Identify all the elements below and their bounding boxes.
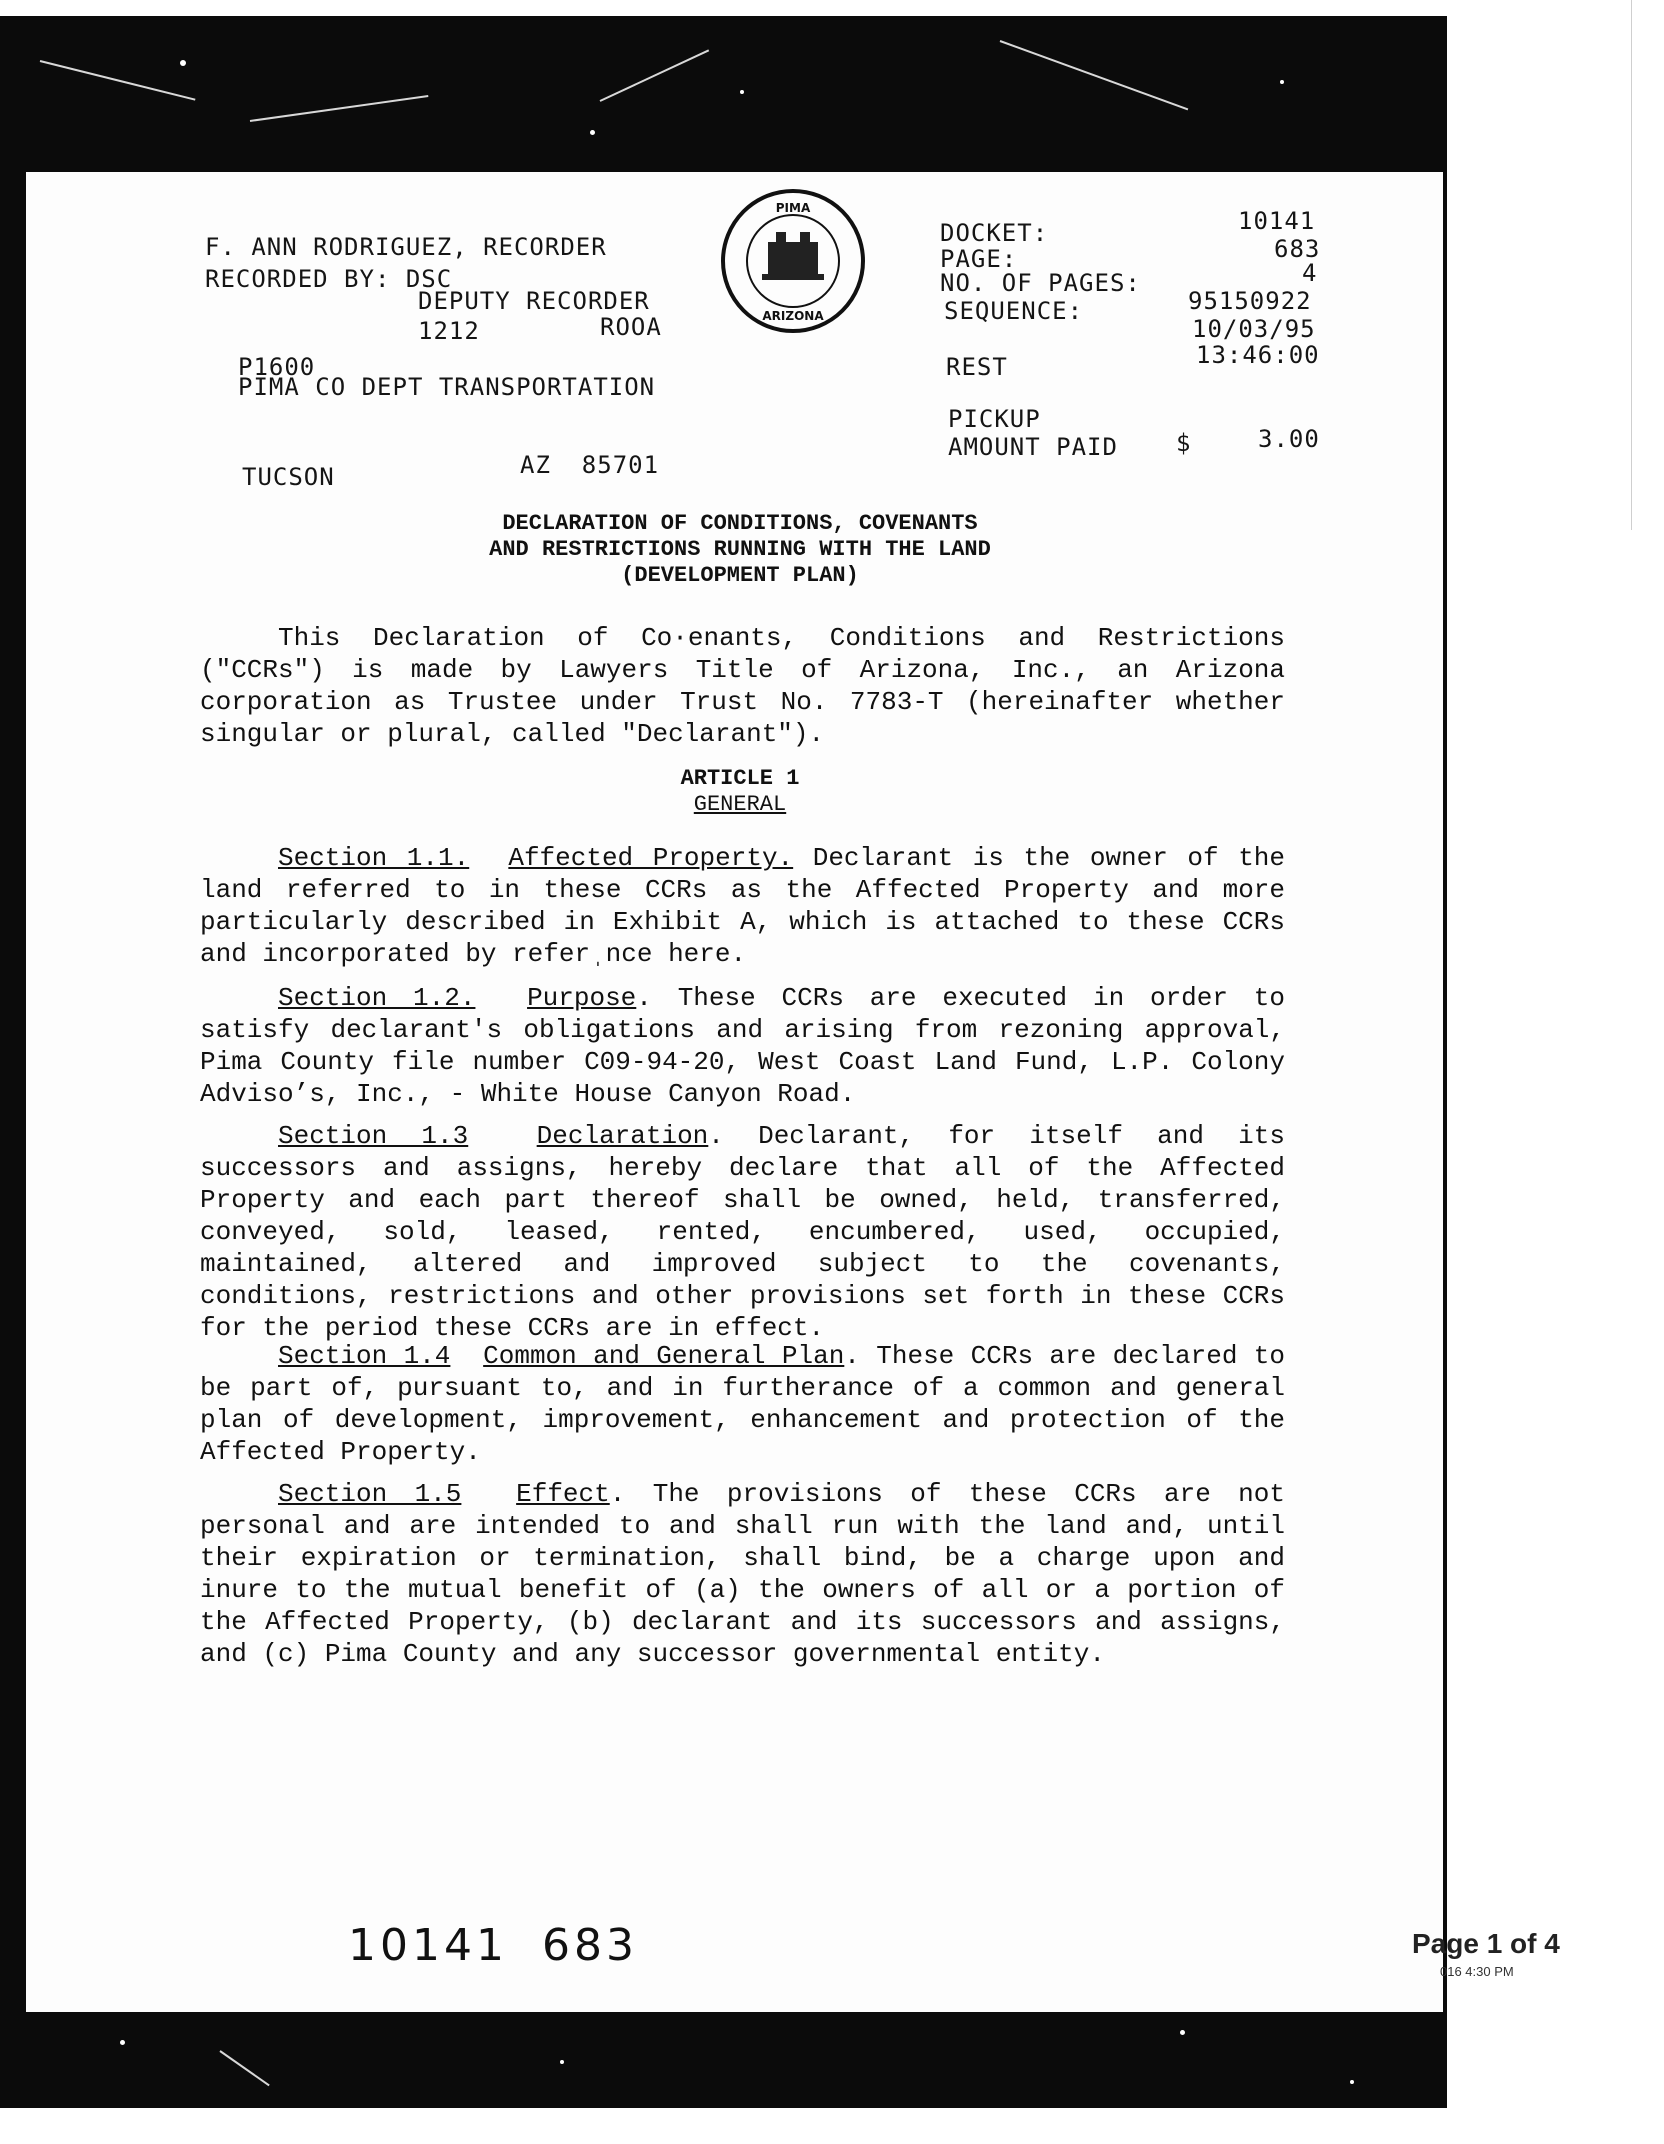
docket-label: DOCKET: <box>940 219 1049 247</box>
sequence-value: 95150922 <box>1188 287 1312 315</box>
recording-time: 13:46:00 <box>1196 341 1320 369</box>
section-number: Section 1.5 <box>278 1479 462 1509</box>
page-indicator: Page 1 of 4 <box>1412 1928 1560 1959</box>
pages-label: NO. OF PAGES: <box>940 269 1141 297</box>
section-text: . These CCRs are declared to be part of, pursuant to, and in furtherance of a common and general plan of development, improvement, enhancement and protection of the Affected Property. <box>200 1341 1285 1467</box>
scan-speck <box>560 2060 564 2064</box>
sequence-label: SEQUENCE: <box>944 297 1084 325</box>
section-text: Declarant is the owner of the land referred to in these CCRs as the Affected Property and more particularly described in Exhibit A, which is attached to these CCRs and incorporated by referˌnce here. <box>200 843 1285 969</box>
section-text: . The provisions of these CCRs are not personal and are intended to and shall run with the land and, until their expiration or termination, shall bind, be a charge upon and inure to the mutual benefit of (a) the owners of all or a portion of the Affected Property, (b) declarant and its successors and assigns, and (c) Pima County and any successor governmental entity. <box>200 1479 1285 1669</box>
recorded-by: RECORDED BY: DSC <box>205 265 453 293</box>
intro-paragraph <box>200 622 1285 750</box>
svg-text:ARIZONA: ARIZONA <box>762 309 824 323</box>
svg-text:PIMA: PIMA <box>775 201 811 215</box>
document-title-line3: (DEVELOPMENT PLAN) <box>621 563 859 588</box>
intro-text: This Declaration of Co·enants, Conditions and Restrictions ("CCRs") is made by Lawyers Title of Arizona, Inc., an Arizona corporation as Trustee under Trust No. 7783-T (hereinafter whether singular or plural, called "Declarant"). <box>200 623 1285 749</box>
section-1-3 <box>200 1120 1285 1344</box>
scan-speck <box>1180 2030 1185 2035</box>
section-1-4 <box>200 1340 1285 1468</box>
section-title: Declaration <box>536 1121 709 1151</box>
scan-speck <box>740 90 744 94</box>
pickup-label: PICKUP <box>948 405 1041 433</box>
section-number: Section 1.1. <box>278 843 470 873</box>
docket-value: 10141 <box>1238 207 1316 235</box>
scan-speck <box>120 2040 125 2045</box>
recorder-code-right: ROOA <box>600 313 662 341</box>
section-title: Purpose <box>527 983 637 1013</box>
document-title-line1: DECLARATION OF CONDITIONS, COVENANTS <box>502 511 978 536</box>
county-seal-icon <box>718 186 868 336</box>
footer-page-number: 683 <box>542 1920 638 1971</box>
return-state-zip: AZ 85701 <box>520 451 660 479</box>
scan-speck <box>180 60 186 66</box>
section-title: Affected Property. <box>508 843 794 873</box>
footer-docket-number: 10141 <box>348 1920 508 1971</box>
document-title-line2: AND RESTRICTIONS RUNNING WITH THE LAND <box>489 537 991 562</box>
section-1-5 <box>200 1478 1285 1670</box>
amount-paid-label: AMOUNT PAID <box>948 433 1118 461</box>
section-text: . These CCRs are executed in order to satisfy declarant's obligations and arising from rezoning approval, Pima County file number C09-94-20, West Coast Land Fund, L.P. Colony Adviso’s, Inc., - White House Canyon Road. <box>200 983 1285 1109</box>
section-title: Common and General Plan <box>483 1341 845 1371</box>
page-label: PAGE: <box>940 245 1018 273</box>
scan-speck <box>1350 2080 1354 2084</box>
scan-speck <box>590 130 595 135</box>
section-number: Section 1.4 <box>278 1341 451 1371</box>
section-1-1 <box>200 842 1285 970</box>
rest-label: REST <box>946 353 1008 381</box>
page-value: 683 <box>1274 235 1321 263</box>
recording-date: 10/03/95 <box>1192 315 1316 343</box>
pages-value: 4 <box>1302 259 1318 287</box>
amount-paid-value: 3.00 <box>1258 425 1320 453</box>
return-org: PIMA CO DEPT TRANSPORTATION <box>238 373 656 401</box>
article-subheading: GENERAL <box>693 792 787 817</box>
return-city: TUCSON <box>242 463 335 491</box>
deputy-recorder: DEPUTY RECORDER <box>418 287 650 315</box>
scan-speck <box>1280 80 1284 84</box>
edge-line <box>1631 0 1632 530</box>
section-1-2 <box>200 982 1285 1110</box>
section-title: Effect <box>516 1479 610 1509</box>
currency-symbol: $ <box>1176 429 1192 457</box>
article-heading: ARTICLE 1 <box>680 766 800 791</box>
section-number: Section 1.3 <box>278 1121 469 1151</box>
section-number: Section 1.2. <box>278 983 476 1013</box>
return-code: P1600 <box>238 353 316 381</box>
section-text: . Declarant, for itself and its successors and assigns, hereby declare that all of the Affected Property and each part thereof shall be owned, held, transferred, conveyed, sold, leased, rented, encumbered, used, occupied, maintained, altered and improved subject to the covenants, conditions, restrictions and other provisions set forth in these CCRs for the period these CCRs are in effect. <box>200 1121 1285 1343</box>
recorder-code-left: 1212 <box>418 317 480 345</box>
print-timestamp: 016 4:30 PM <box>1440 1964 1514 1979</box>
recorder-name: F. ANN RODRIGUEZ, RECORDER <box>205 233 607 261</box>
